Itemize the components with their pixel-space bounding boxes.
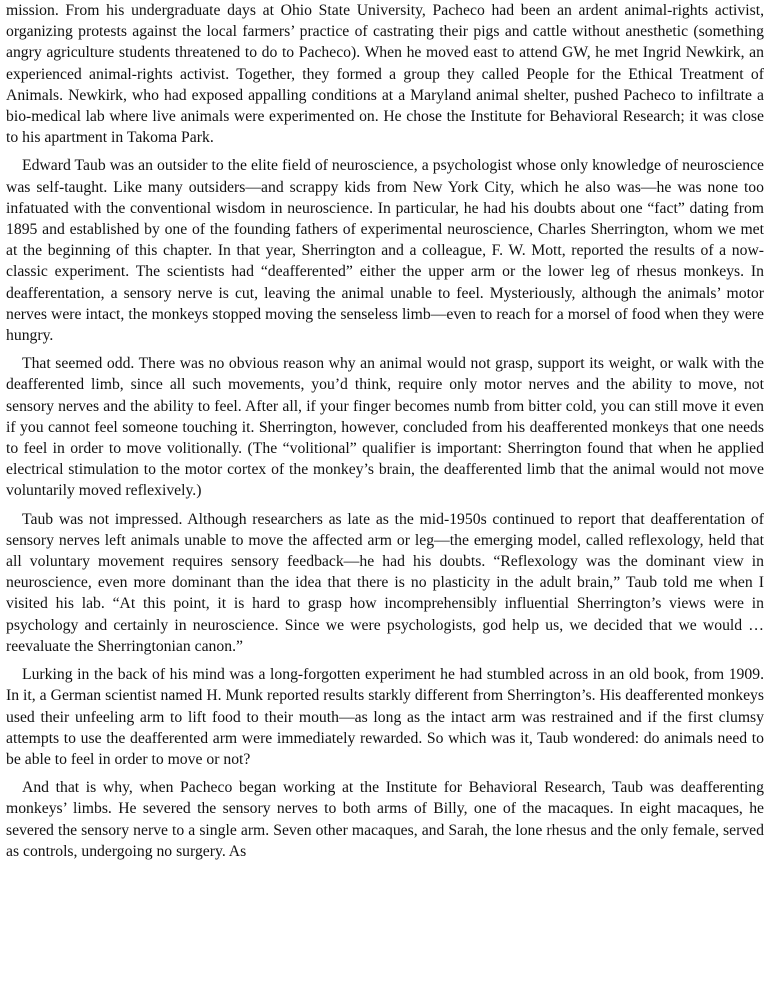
paragraph-2: Edward Taub was an outsider to the elite field of neuroscience, a psychologist whose only knowledge of neuroscience was self-taught. Like many outsiders—and scrappy kids from New York City, which he also was—he was none too infatuated with the conventional wisdom in neuroscience. In particular, he had his doubts about one “fact” dating from 1895 and established by one of the founding fathers of experimental neuroscience, Charles Sherrington, whom we met at the beginning of this chapter. In that year, Sherrington and a colleague, F. W. Mott, reported the results of a now-classic experiment. The scientists had “deafferented” either the upper arm or the lower leg of rhesus monkeys. In deafferentation, a sensory nerve is cut, leaving the animal unable to feel. Mysteriously, although the animals’ motor nerves were intact, the monkeys stopped moving the senseless limb—even to reach for a morsel of food when they were hungry. bbox=[6, 157, 764, 345]
paragraph-4: Taub was not impressed. Although researchers as late as the mid-1950s continued to report that deafferentation of sensory nerves left animals unable to move the affected arm or leg—the emerging model, called reflexology, held that all voluntary movement requires sensory feedback—he had his doubts. “Reflexology was the dominant view in neuroscience, even more dominant than the idea that there is no plasticity in the adult brain,” Taub told me when I visited his lab. “At this point, it is hard to grasp how incomprehensibly influential Sherrington’s views were in psychology and certainly in neuroscience. Since we were psychologists, god help us, we decided that we would … reevaluate the Sherringtonian canon.” bbox=[6, 510, 764, 655]
paragraph-6: And that is why, when Pacheco began working at the Institute for Behavioral Research, Taub was deafferenting monkeys’ limbs. He severed the sensory nerves to both arms of Billy, one of the macaques. In eight macaques, he severed the sensory nerve to a single arm. Seven other macaques, and Sarah, the lone rhesus and the only female, served as controls, undergoing no surgery. As bbox=[6, 779, 764, 860]
paragraph-5: Lurking in the back of his mind was a long-forgotten experiment he had stumbled across in an old book, from 1909. In it, a German scientist named H. Munk reported results starkly different from Sherrington’s. His deafferented monkeys used their unfeeling arm to lift food to their mouth—as long as the intact arm was restrained and if the first clumsy attempts to use the deafferented arm were immediately rewarded. So which was it, Taub wondered: do animals need to be able to feel in order to move or not? bbox=[6, 666, 764, 768]
paragraph-3: That seemed odd. There was no obvious reason why an animal would not grasp, support its weight, or walk with the deafferented limb, since all such movements, you’d think, require only motor nerves and the ability to move, not sensory nerves and the ability to feel. After all, if your finger becomes numb from bitter cold, you can still move it even if you cannot feel someone touching it. Sherrington, however, concluded from his deafferented monkeys that one needs to feel in order to move volitionally. (The “volitional” qualifier is important: Sherrington found that when he applied electrical stimulation to the motor cortex of the monkey’s brain, the deafferented limb that the animal would not move voluntarily moved reflexively.) bbox=[6, 355, 764, 500]
paragraph-1: mission. From his undergraduate days at Ohio State University, Pacheco had been an ardent animal-rights activist, organizing protests against the local farmers’ practice of castrating their pigs and cattle without anesthetic (something angry agriculture students threatened to do to Pacheco). When he moved east to attend GW, he met Ingrid Newkirk, an experienced animal-rights activist. Together, they formed a group they called People for the Ethical Treatment of Animals. Newkirk, who had exposed appalling conditions at a Maryland animal shelter, pushed Pacheco to infiltrate a bio-medical lab where live animals were experimented on. He chose the Institute for Behavioral Research; it was close to his apartment in Takoma Park. bbox=[6, 2, 764, 147]
